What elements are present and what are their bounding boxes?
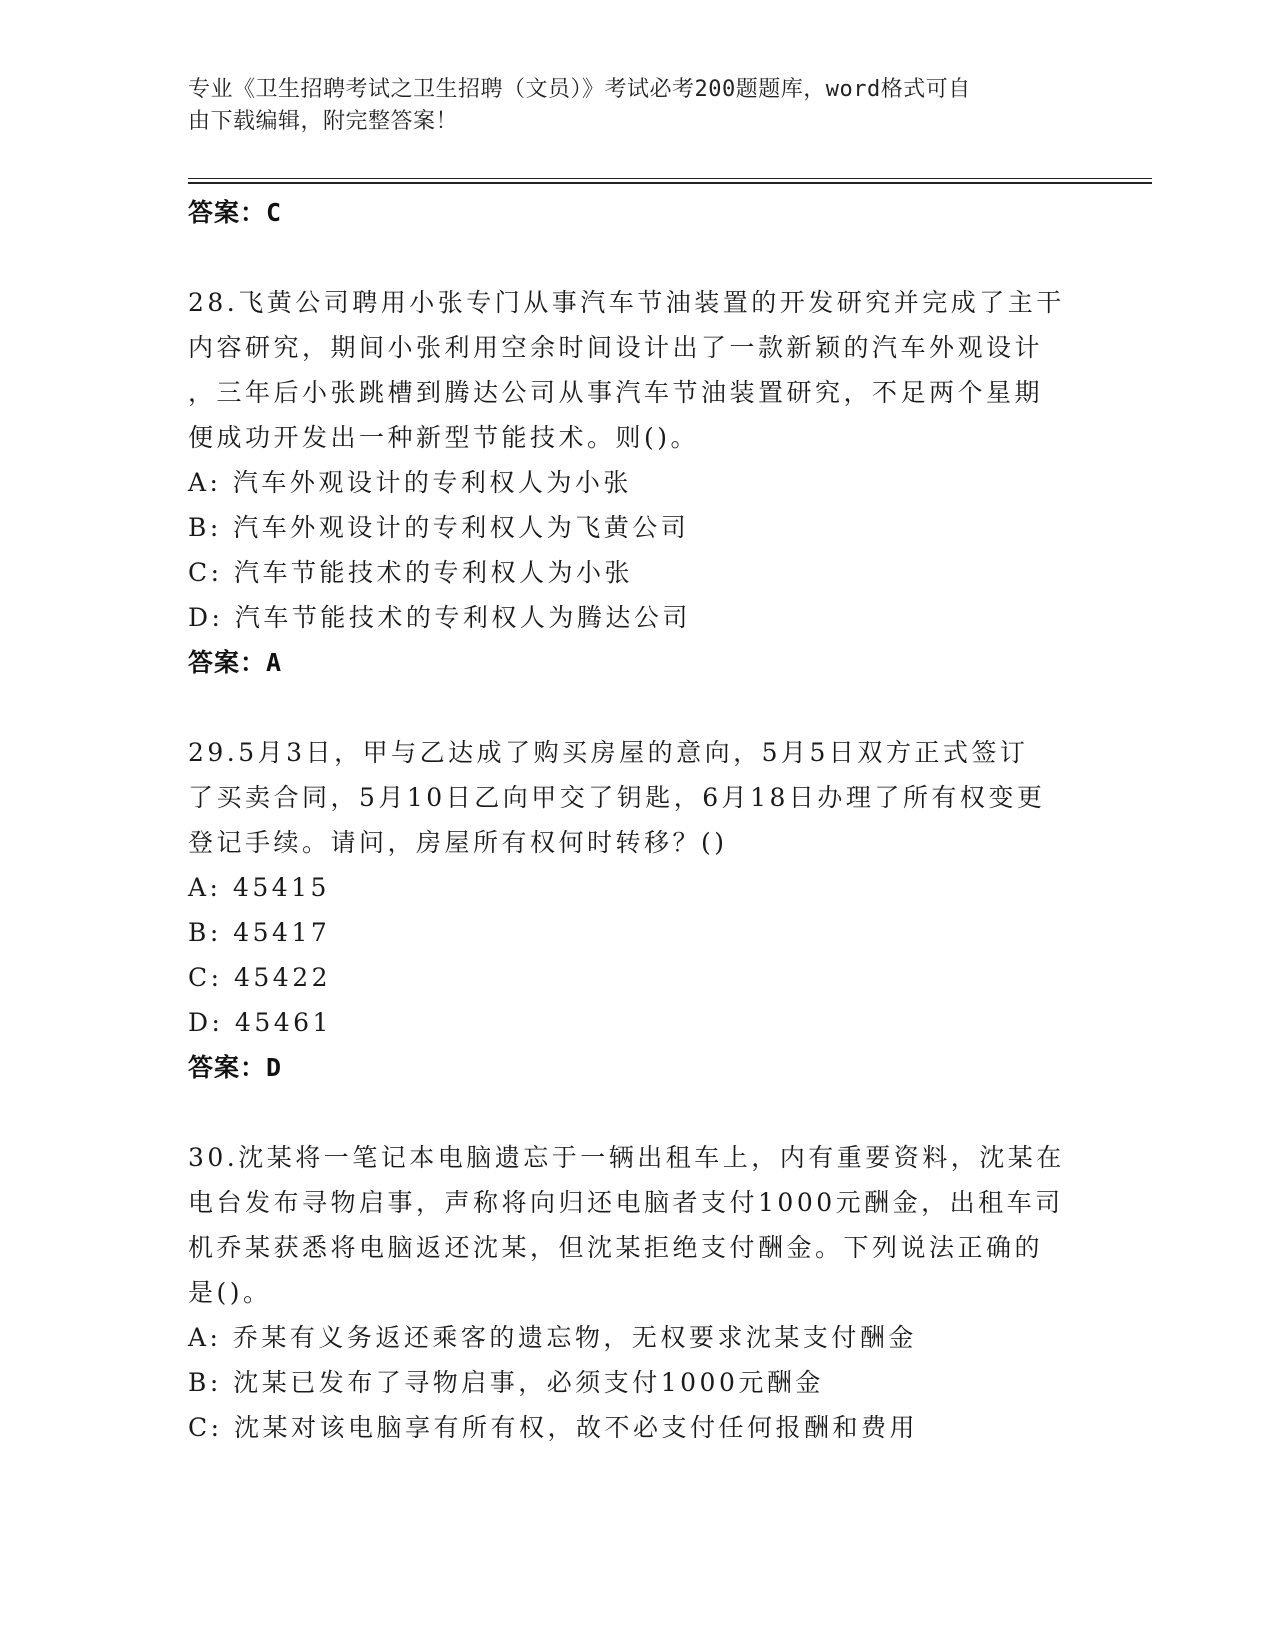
option-c: C: 汽车节能技术的专利权人为小张 xyxy=(188,558,633,587)
page-header xyxy=(188,74,1068,138)
spacer xyxy=(188,236,1088,280)
answer-line: 答案：D xyxy=(188,1053,283,1082)
option-c: C: 45422 xyxy=(188,963,332,992)
answer-line: 答案：C xyxy=(188,198,283,227)
option-a: A: 45415 xyxy=(188,873,330,902)
question-block xyxy=(188,280,1088,686)
question-text: 28.飞黄公司聘用小张专门从事汽车节油装置的开发研究并完成了主干 内容研究，期间小张利用空余时间设计出了一款新颖的汽车外观设计 ，三年后小张跳槽到腾达公司从事汽车节油装置研究，不足两个星期 便成功开发出一种新型节能技术。则()。 xyxy=(188,288,1065,452)
option-d: D: 45461 xyxy=(188,1008,332,1037)
option-b: B: 45417 xyxy=(188,918,331,947)
spacer xyxy=(188,686,1088,730)
option-b: B: 汽车外观设计的专利权人为飞黄公司 xyxy=(188,513,690,542)
answer-line: 答案：A xyxy=(188,648,283,677)
option-a: A: 乔某有义务返还乘客的遗忘物，无权要求沈某支付酬金 xyxy=(188,1323,917,1352)
header-line-1: 专业《卫生招聘考试之卫生招聘（文员）》考试必考200题题库，word格式可自 xyxy=(188,77,971,102)
option-a: A: 汽车外观设计的专利权人为小张 xyxy=(188,468,632,497)
question-text: 30.沈某将一笔记本电脑遗忘于一辆出租车上，内有重要资料，沈某在 电台发布寻物启事，声称将向归还电脑者支付1000元酬金，出租车司 机乔某获悉将电脑返还沈某，但沈某拒绝支付酬金。下列说法正确的 是()。 xyxy=(188,1143,1065,1307)
header-divider-thin xyxy=(188,178,1152,179)
question-list xyxy=(188,190,1088,1450)
question-block xyxy=(188,730,1088,1091)
option-d: D: 汽车节能技术的专利权人为腾达公司 xyxy=(188,603,691,632)
header-line-2: 由下载编辑，附完整答案！ xyxy=(188,109,459,134)
spacer xyxy=(188,1091,1088,1135)
option-c: C: 沈某对该电脑享有所有权，故不必支付任何报酬和费用 xyxy=(188,1413,919,1442)
question-block xyxy=(188,1135,1088,1450)
question-text: 29.5月3日，甲与乙达成了购买房屋的意向，5月5日双方正式签订 了买卖合同，5月10日乙向甲交了钥匙，6月18日办理了所有权变更 登记手续。请问，房屋所有权何时转移？() xyxy=(188,738,1046,857)
option-b: B: 沈某已发布了寻物启事，必须支付1000元酬金 xyxy=(188,1368,824,1397)
header-divider-thick xyxy=(188,182,1152,184)
